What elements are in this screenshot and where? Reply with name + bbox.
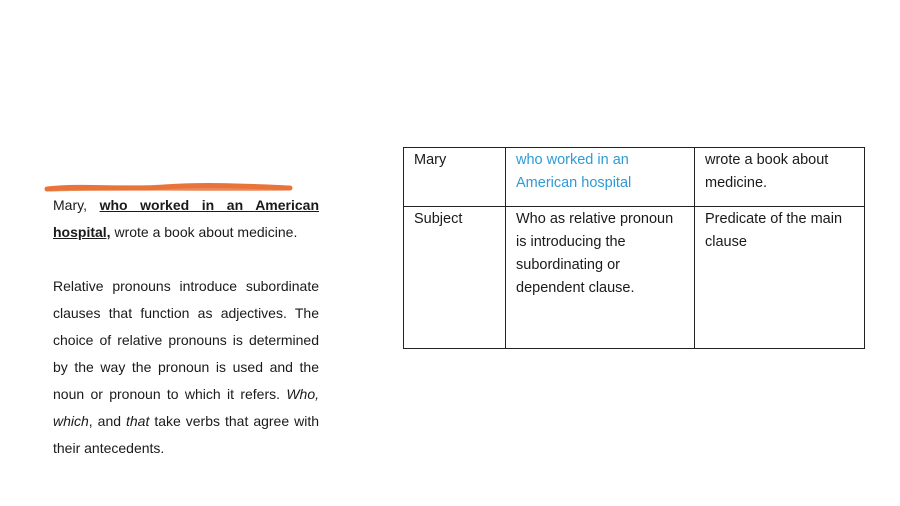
sentence-analysis-table xyxy=(403,147,865,349)
explanation-paragraph xyxy=(53,273,319,462)
relative-clause-underlined: who worked in an American hospital, xyxy=(53,197,319,240)
table-cell: Who as relative pronoun is introducing the subordinating or dependent clause. xyxy=(506,207,695,349)
explanation-italic-2: that xyxy=(126,413,150,429)
example-suffix: wrote a book about medicine. xyxy=(110,224,298,240)
explanation-text-3: take verbs that agree with their antecedents. xyxy=(53,413,319,456)
table-row xyxy=(404,148,865,207)
example-prefix: Mary, xyxy=(53,197,100,213)
table-cell: Subject xyxy=(404,207,506,349)
table-cell: wrote a book about medicine. xyxy=(695,148,865,207)
explanation-italic-1: Who, which xyxy=(53,386,319,429)
explanation-text-1: Relative pronouns introduce subordinate clauses that function as adjectives. The choice of relative pronouns is determined by the way the pronoun is used and the noun or pronoun to which it refers. xyxy=(53,278,319,402)
table-cell: Predicate of the main clause xyxy=(695,207,865,349)
example-sentence xyxy=(53,192,319,246)
left-text-column xyxy=(53,192,319,462)
table-cell-relative-clause: who worked in an American hospital xyxy=(506,148,695,207)
table-cell: Mary xyxy=(404,148,506,207)
explanation-text-2: , and xyxy=(88,413,126,429)
table-row xyxy=(404,207,865,349)
